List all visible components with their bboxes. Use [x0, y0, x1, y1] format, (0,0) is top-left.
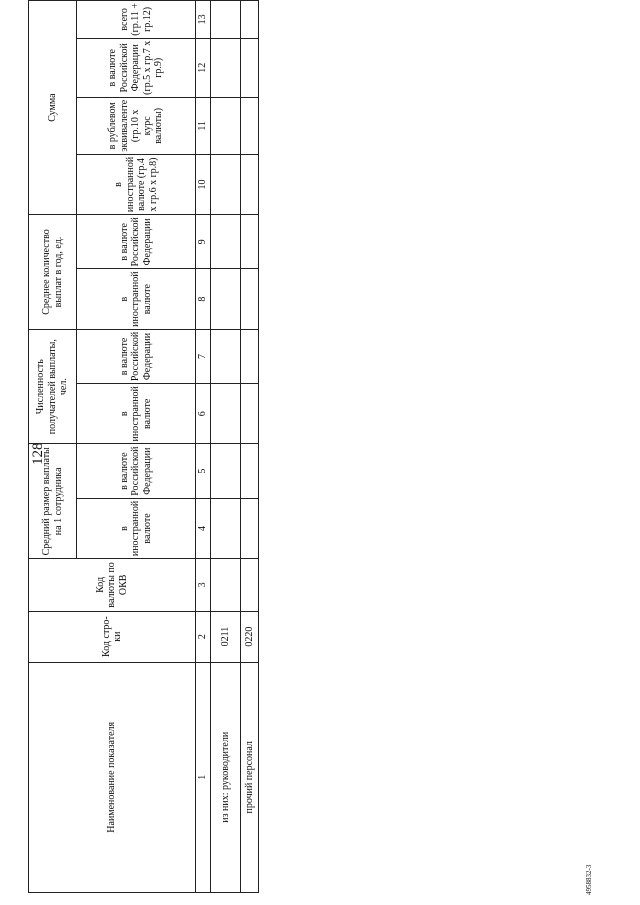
- data-cell: [241, 384, 259, 444]
- sub-c6: в иностранной валюте: [77, 384, 196, 444]
- row-code: 0220: [241, 611, 259, 662]
- col-number: 1: [196, 662, 211, 892]
- data-cell: [211, 329, 241, 383]
- data-cell: [241, 444, 259, 498]
- col-number: 5: [196, 444, 211, 498]
- sub-c4: в иностранной валюте: [77, 498, 196, 558]
- data-cell: [211, 154, 241, 214]
- col-number: 6: [196, 384, 211, 444]
- data-cell: [211, 38, 241, 97]
- header-currency: Код валюты по ОКВ: [29, 559, 196, 611]
- sub-c13: всего (гр.11 + гр.12): [77, 1, 196, 39]
- data-cell: [241, 1, 259, 39]
- row-name: прочий персонал: [241, 662, 259, 892]
- col-number: 8: [196, 269, 211, 329]
- data-cell: [241, 269, 259, 329]
- sub-c8: в иностранной валюте: [77, 269, 196, 329]
- sub-c5: в валюте Российской Федерации: [77, 444, 196, 498]
- data-cell: [241, 154, 259, 214]
- col-number: 9: [196, 215, 211, 269]
- data-cell: [211, 215, 241, 269]
- data-cell: [211, 384, 241, 444]
- row-code: 0211: [211, 611, 241, 662]
- sub-c9: в валюте Российской Федерации: [77, 215, 196, 269]
- table-row: [211, 1, 241, 893]
- col-number: 10: [196, 154, 211, 214]
- col-number: 4: [196, 498, 211, 558]
- data-cell: [241, 38, 259, 97]
- data-cell: [241, 215, 259, 269]
- sub-c12: в валюте Российской Федерации (гр.5 x гр.7 x гр.9): [77, 38, 196, 97]
- col-number: 7: [196, 329, 211, 383]
- sub-c10: в иностранной валюте (гр.4 x гр.6 x гр.8): [77, 154, 196, 214]
- document-id: 4958832-3: [585, 864, 593, 895]
- sub-c11: в рублевом эквиваленте (гр.10 x курс валюты): [77, 97, 196, 154]
- table-row: [241, 1, 259, 893]
- col-number: 2: [196, 611, 211, 662]
- header-avg-count: Среднее количество выплат в год, ед.: [29, 215, 77, 330]
- header-code: Код стро-ки: [29, 611, 196, 662]
- col-number: 12: [196, 38, 211, 97]
- header-avg-payment: Средний размер выплаты на 1 сотрудника: [29, 444, 77, 559]
- data-cell: [211, 269, 241, 329]
- page-number: 128: [30, 442, 46, 465]
- data-cell: [241, 559, 259, 611]
- header-sum: Сумма: [29, 1, 77, 215]
- col-number: 3: [196, 559, 211, 611]
- data-cell: [211, 97, 241, 154]
- data-cell: [241, 329, 259, 383]
- header-name: Наименование показателя: [29, 662, 196, 892]
- col-number: 11: [196, 97, 211, 154]
- col-number: 13: [196, 1, 211, 39]
- data-cell: [211, 559, 241, 611]
- data-cell: [211, 498, 241, 558]
- indicator-table: [28, 0, 259, 893]
- data-cell: [241, 97, 259, 154]
- header-recipients: Численность получателей выплаты, чел.: [29, 329, 77, 444]
- data-cell: [211, 444, 241, 498]
- data-cell: [211, 1, 241, 39]
- row-name: из них: руководители: [211, 662, 241, 892]
- data-cell: [241, 498, 259, 558]
- sub-c7: в валюте Российской Федерации: [77, 329, 196, 383]
